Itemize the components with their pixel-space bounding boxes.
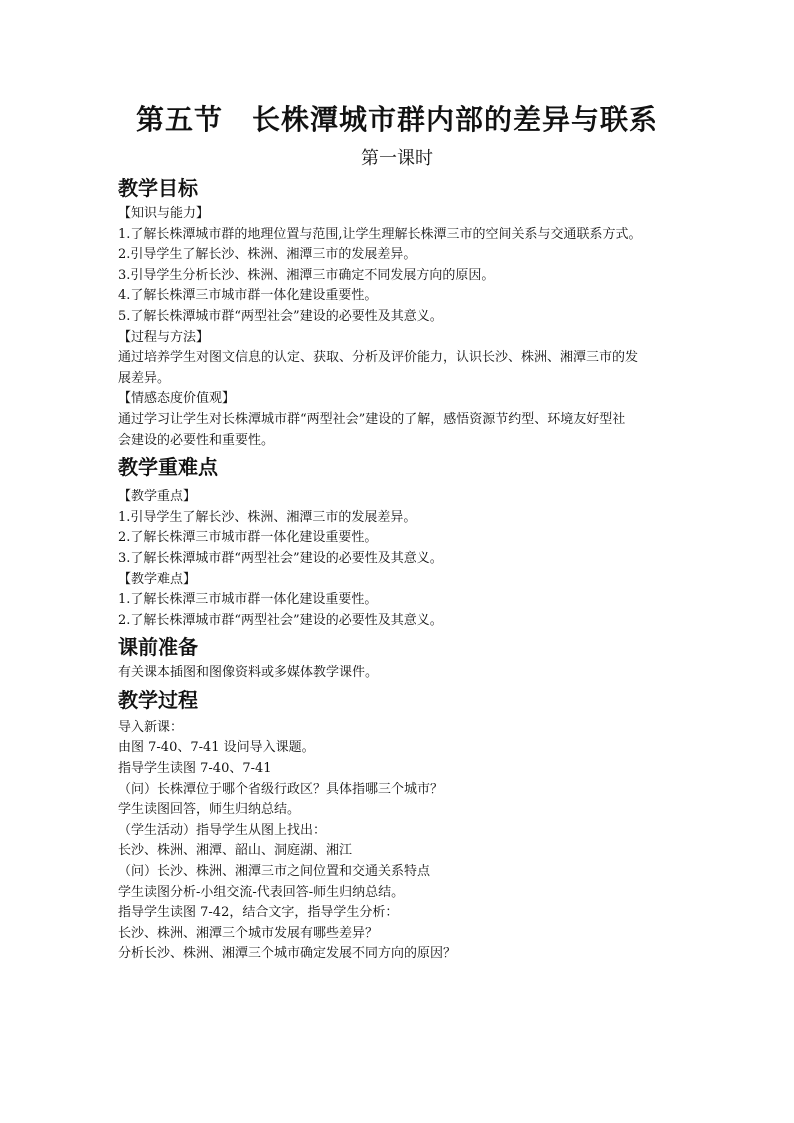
list-item: 2.了解长株潭三市城市群一体化建设重要性。 [118, 530, 378, 546]
paragraph-line: （问）长沙、株洲、湘潭三市之间位置和交通关系特点 [118, 864, 431, 880]
section-process [118, 684, 676, 965]
section-goals [118, 172, 676, 451]
paragraph-line: 有关课本插图和图像资料或多媒体教学课件。 [118, 665, 379, 681]
list-item: 1.引导学生了解长沙、株洲、湘潭三市的发展差异。 [118, 509, 417, 525]
label-difficulty: 【教学难点】 [118, 571, 197, 587]
paragraph-line: 展差异。 [118, 370, 171, 386]
paragraph-line: 由图 7-40、7-41 设问导入课题。 [118, 740, 315, 756]
section-heading-preparation: 课前准备 [118, 635, 198, 660]
paragraph-line: 导入新课： [118, 719, 184, 735]
section-key-points [118, 451, 676, 631]
paragraph-line: （学生活动）指导学生从图上找出： [118, 822, 327, 838]
label-process-method: 【过程与方法】 [118, 329, 210, 345]
paragraph-line: 长沙、株洲、湘潭三个城市发展有哪些差异？ [118, 925, 379, 941]
label-focus: 【教学重点】 [118, 489, 197, 505]
page-subtitle: 第一课时 [361, 148, 433, 169]
paragraph-line: 会建设的必要性和重要性。 [118, 432, 275, 448]
section-heading-goals: 教学目标 [118, 176, 198, 200]
paragraph-line: 指导学生读图 7-42，结合文字，指导学生分析： [118, 905, 399, 921]
list-item: 1.了解长株潭三市城市群一体化建设重要性。 [118, 592, 378, 608]
page-title: 第五节 长株潭城市群内部的差异与联系 [135, 103, 658, 136]
label-emotion: 【情感态度价值观】 [118, 391, 236, 407]
paragraph-line: 指导学生读图 7-40、7-41 [118, 761, 272, 777]
paragraph-line: 学生读图分析-小组交流-代表回答-师生归纳总结。 [118, 884, 405, 900]
list-item: 3.了解长株潭城市群“两型社会”建设的必要性及其意义。 [118, 550, 443, 566]
list-item: 3.引导学生分析长沙、株洲、湘潭三市确定不同发展方向的原因。 [118, 267, 495, 283]
paragraph-line: 学生读图回答，师生归纳总结。 [118, 802, 301, 818]
paragraph-line: 长沙、株洲、湘潭、韶山、洞庭湖、湘江 [118, 843, 353, 859]
paragraph-line: 通过学习让学生对长株潭城市群“两型社会”建设的了解，感悟资源节约型、环境友好型社 [118, 411, 626, 427]
list-item: 5.了解长株潭城市群“两型社会”建设的必要性及其意义。 [118, 308, 443, 324]
paragraph-line: （问）长株潭位于哪个省级行政区？具体指哪三个城市？ [118, 781, 444, 797]
list-item: 2.引导学生了解长沙、株洲、湘潭三市的发展差异。 [118, 247, 417, 263]
list-item: 4.了解长株潭三市城市群一体化建设重要性。 [118, 288, 378, 304]
label-knowledge: 【知识与能力】 [118, 206, 210, 221]
section-heading-process: 教学过程 [118, 687, 198, 712]
section-preparation [118, 631, 676, 684]
list-item: 1.了解长株潭城市群的地理位置与范围,让学生理解长株潭三市的空间关系与交通联系方式。 [118, 226, 642, 242]
paragraph-line: 通过培养学生对图文信息的认定、获取、分析及评价能力，认识长沙、株洲、湘潭三市的发 [118, 350, 639, 366]
list-item: 2.了解长株潭城市群“两型社会”建设的必要性及其意义。 [118, 612, 443, 628]
section-heading-key-points: 教学重难点 [118, 455, 218, 480]
paragraph-line: 分析长沙、株洲、湘潭三个城市确定发展不同方向的原因？ [118, 946, 457, 962]
